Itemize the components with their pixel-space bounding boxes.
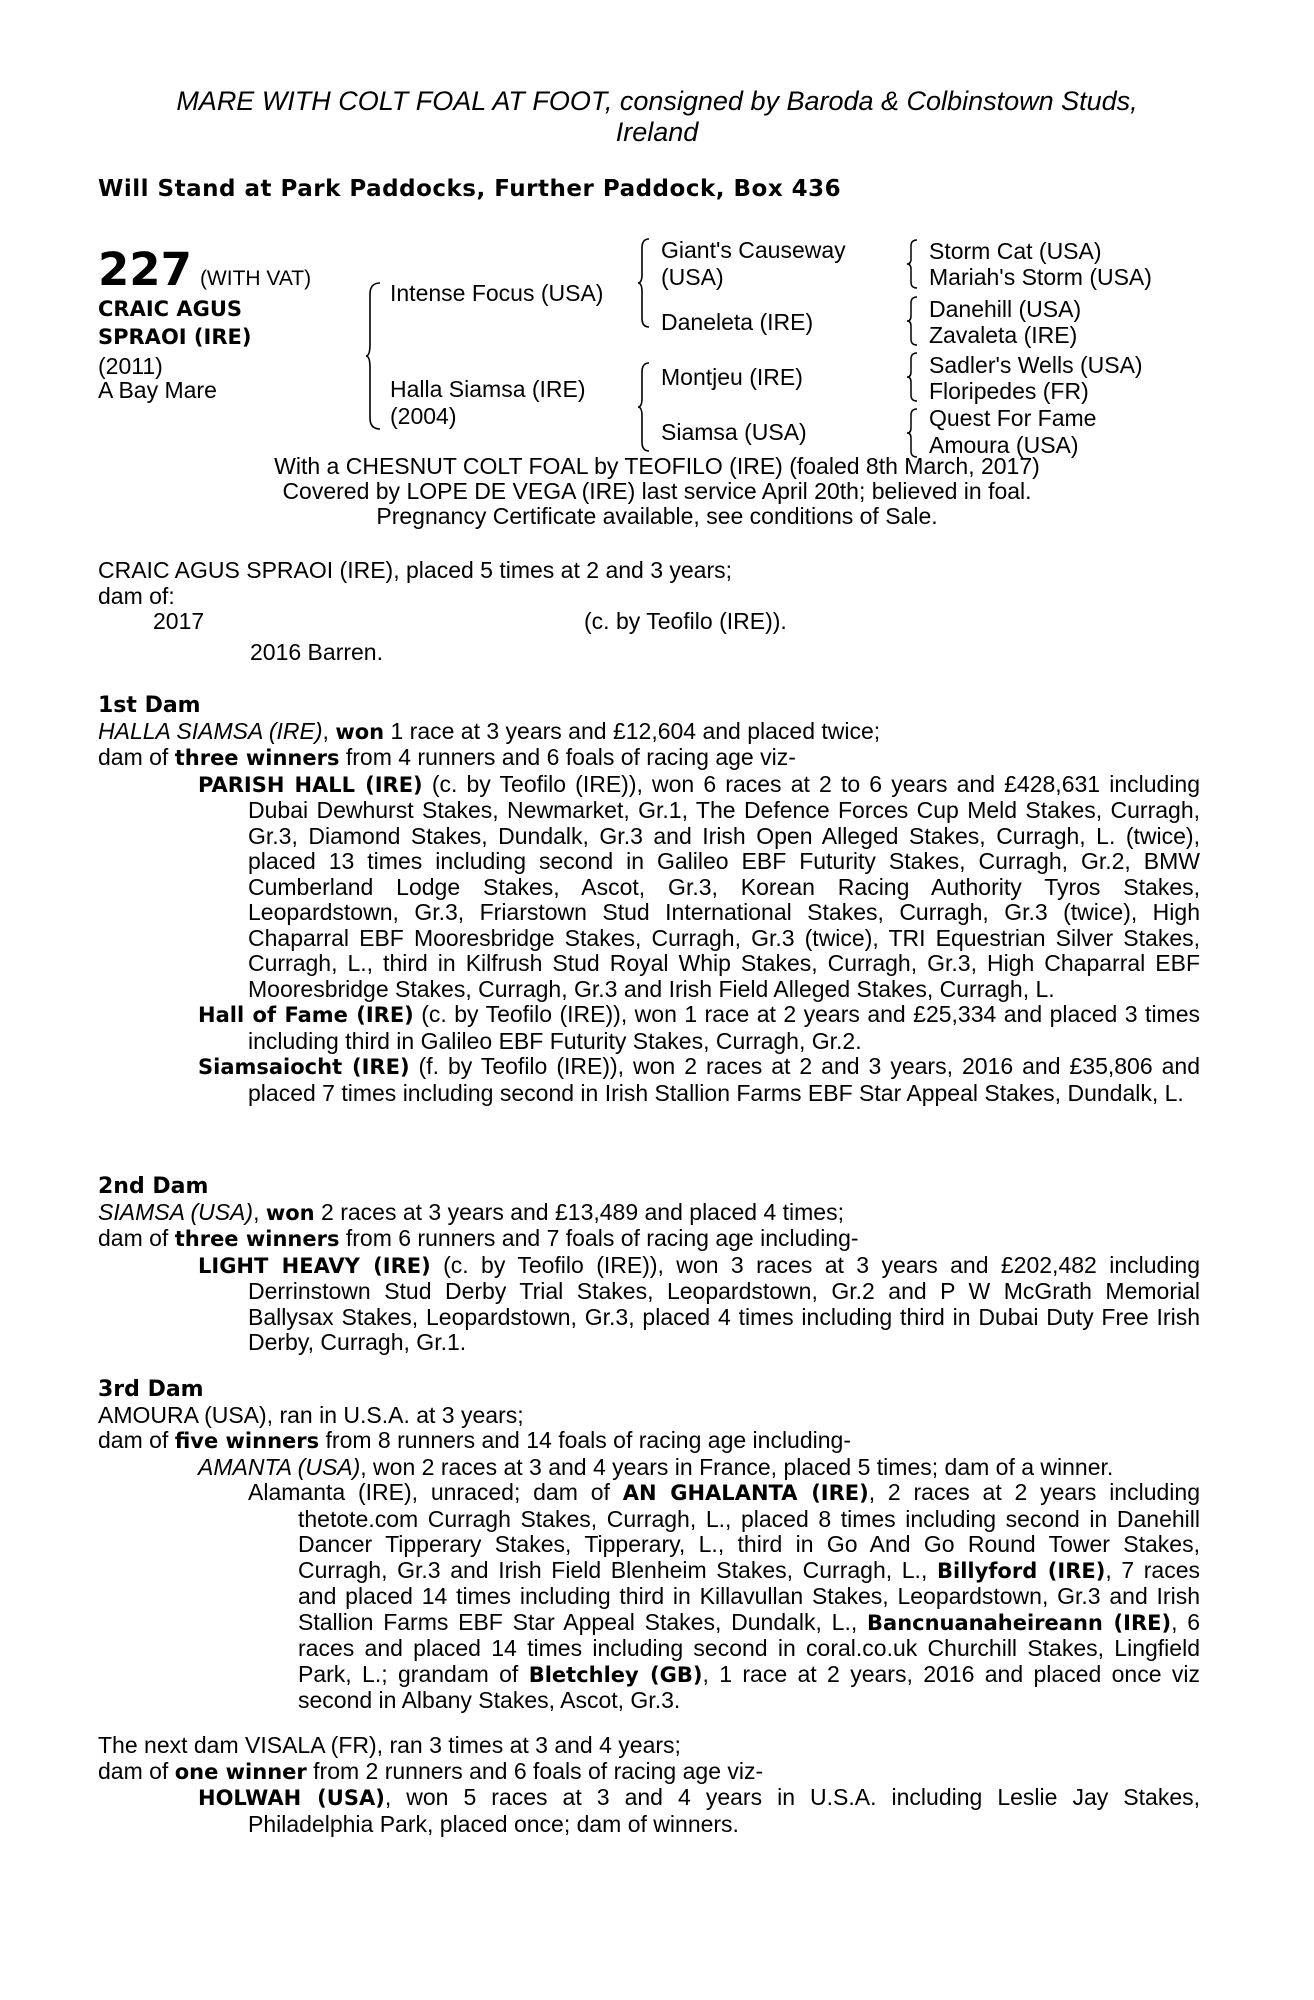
horse-name: CRAIC AGUS SPRAOI (IRE) [98,297,252,349]
pedigree-sire: Intense Focus (USA) [390,280,604,306]
progeny-entry: Siamsaiocht (IRE) (f. by Teofilo (IRE)), won 2 races at 2 and 3 years, 2016 and £35,806 and placed 7 times including second in Irish Stallion Farms EBF Star Appeal Stakes, Dundalk, L. [198,1053,1200,1106]
produce-2017-detail: (c. by Teofilo (IRE)). [584,608,787,634]
next-dam-record: The next dam VISALA (FR), ran 3 times at 3 and 4 years; [98,1732,681,1758]
produce-2017-row [98,609,1200,634]
third-dam-record: AMOURA (USA), ran in U.S.A. at 3 years; [98,1401,524,1428]
first-dam-dam-of: dam of three winners from 4 runners and 6 foals of racing age viz- [98,744,796,770]
progeny-entry: Hall of Fame (IRE) (c. by Teofilo (IRE)), won 1 race at 2 years and £25,334 and placed 3 times including third in Galileo EBF Futurity Stakes, Curragh, Gr.2. [198,1001,1201,1054]
title-line-1: MARE WITH COLT FOAL AT FOOT, consigned by Baroda & Colbinstown Studs, [176,86,1138,116]
progeny-entry: LIGHT HEAVY (IRE) (c. by Teofilo (IRE)), won 3 races at 3 years and £202,482 including Derrinstown Stud Derby Trial Stakes, Leopardstown, Gr.2 and P W McGrath Memorial Ballysax Stakes, Leopardstown, Gr.3, placed 4 times including third in Dubai Duty Free Irish Derby, Curragh, Gr.1. [198,1251,1201,1355]
third-dam-heading: 3rd Dam [98,1377,204,1402]
foal-note: With a CHESNUT COLT FOAL by TEOFILO (IRE) (foaled 8th March, 2017) Covered by LOPE DE VEGA (IRE) last service April 20th; believed in foal. Pregnancy Certificate available, see conditions of Sale. [274,453,1040,529]
title-line-2: Ireland [615,117,699,147]
pedigree-sire-sire: Giant's Causeway (USA) [661,237,846,290]
pedigree-brace-sire [637,238,651,328]
produce-dam-of: dam of: [98,582,175,609]
produce-record [98,558,1200,666]
horse-description: A Bay Mare [98,377,217,403]
second-dam-section [98,1174,1200,1356]
horse-year: (2011) [98,353,163,379]
page-title [98,86,1216,148]
next-dam-section [98,1733,1200,1837]
pedigree-dam-year: (2004) [390,403,457,429]
progeny-entry: Alamanta (IRE), unraced; dam of AN GHALANTA (IRE), 2 races at 2 years including thetote.com Curragh Stakes, Curragh, L., placed 8 times including second in Danehill Dancer Tipperary Stakes, Tipperary, L., third in Go And Go Round Tower Stakes, Curragh, Gr.3 and Irish Field Blenheim Stakes, Curragh, L., Billyford (IRE), 7 races and placed 14 times including third in Killavullan Stakes, Leopardstown, Gr.3 and Irish Stallion Farms EBF Star Appeal Stakes, Dundalk, L., Bancnuanaheireann (IRE), 6 races and placed 14 times including second in coral.co.uk Churchill Stakes, Lingfield Park, L.; grandam of Bletchley (GB), 1 race at 2 years, 2016 and placed once viz second in Albany Stakes, Ascot, Gr.3. [248,1479,1201,1713]
pedigree-sss: Storm Cat (USA) [929,238,1102,264]
pedigree-ddd: Amoura (USA) [929,432,1079,458]
next-dam-dam-of: dam of one winner from 2 runners and 6 foals of racing age viz- [98,1757,764,1784]
pedigree-brace-dd [906,408,918,458]
progeny-entry: PARISH HALL (IRE) (c. by Teofilo (IRE)), won 6 races at 2 to 6 years and £428,631 including Dubai Dewhurst Stakes, Newmarket, Gr.1, The Defence Forces Cup Meld Stakes, Curragh, Gr.3, Diamond Stakes, Dundalk, Gr.3 and Irish Open Alleged Stakes, Curragh, L. (twice), placed 13 times including second in Galileo EBF Futurity Stakes, Curragh, Gr.2, BMW Cumberland Lodge Stakes, Ascot, Gr.3, Korean Racing Authority Tyros Stakes, Leopardstown, Gr.3, Friarstown Stud International Stakes, Curragh, Gr.3 (twice), High Chaparral EBF Mooresbridge Stakes, Curragh, Gr.3 (twice), TRI Equestrian Silver Stakes, Curragh, L., third in Kilfrush Stud Royal Whip Stakes, Curragh, Gr.3, High Chaparral EBF Mooresbridge Stakes, Curragh, Gr.3 and Irish Field Alleged Stakes, Curragh, L. [198,770,1201,1002]
pedigree-ssd: Mariah's Storm (USA) [929,264,1152,290]
pedigree-sds: Danehill (USA) [929,296,1082,322]
progeny-entry: AMANTA (USA), won 2 races at 3 and 4 years in France, placed 5 times; dam of a winner. [198,1453,1114,1480]
vat-note: (WITH VAT) [199,267,312,290]
pedigree-brace-dam [637,362,651,452]
pedigree-dam-sire: Montjeu (IRE) [661,364,803,390]
pedigree-dam-dam: Siamsa (USA) [661,419,807,445]
second-dam-record: SIAMSA (USA), won 2 races at 3 years and £13,489 and placed 4 times; [98,1198,844,1225]
stand-location: Will Stand at Park Paddocks, Further Paddock, Box 436 [98,176,842,202]
first-dam-record: HALLA SIAMSA (IRE), won 1 race at 3 years and £12,604 and placed twice; [98,717,881,744]
third-dam-section [98,1377,1200,1714]
produce-2017-year: 2017 [153,608,205,634]
first-dam-heading: 1st Dam [98,693,201,718]
pedigree-dsd: Floripedes (FR) [929,378,1089,404]
pedigree-dds: Quest For Fame [929,405,1097,431]
progeny-entry: HOLWAH (USA), won 5 races at 3 and 4 years in U.S.A. including Leslie Jay Stakes, Philadelphia Park, placed once; dam of winners. [198,1784,1200,1837]
pedigree-brace-main [366,282,382,430]
first-dam-section [98,693,1200,1106]
third-dam-dam-of: dam of five winners from 8 runners and 14 foals of racing age including- [98,1427,851,1453]
produce-summary: CRAIC AGUS SPRAOI (IRE), placed 5 times at 2 and 3 years; [98,557,733,583]
pedigree-dam: Halla Siamsa (IRE) (2004) [390,376,586,429]
pedigree-sdd: Zavaleta (IRE) [929,322,1078,348]
pedigree-brace-ss [906,239,918,289]
produce-2016: 2016 Barren. [250,639,383,665]
pedigree-brace-ds [906,352,918,402]
lot-number: 227 [98,243,192,296]
pedigree-sire-dam: Daneleta (IRE) [661,309,814,335]
pedigree-brace-sd [906,296,918,346]
second-dam-dam-of: dam of three winners from 6 runners and 7 foals of racing age including- [98,1225,859,1251]
pedigree-dss: Sadler's Wells (USA) [929,352,1143,378]
second-dam-heading: 2nd Dam [98,1174,209,1199]
lot-number-block [98,243,311,296]
